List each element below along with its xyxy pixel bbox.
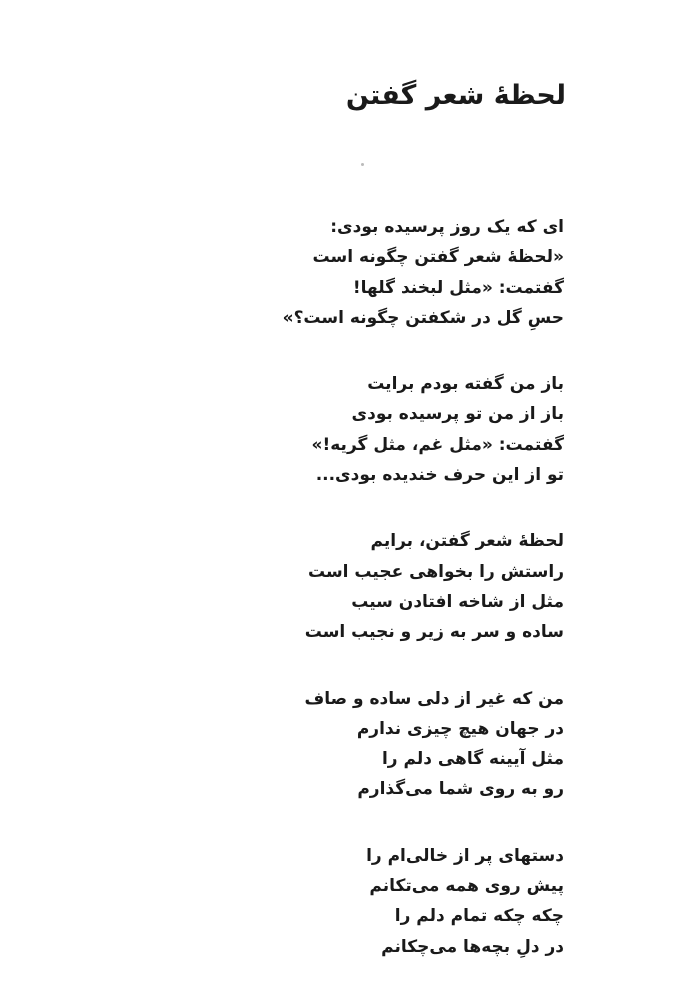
poem-line: چکه چکه تمام دلم را	[394, 906, 564, 927]
poem-line: لحظهٔ شعر گفتن، برایم	[370, 531, 564, 552]
stanza-2	[104, 369, 564, 490]
poem-body	[104, 212, 564, 962]
poem-title: لحظهٔ شعر گفتن	[345, 80, 566, 111]
poem-line: تو از این حرف خندیده بودی...	[315, 465, 564, 486]
poem-line: حسِ گل در شکفتن چگونه است؟»	[282, 307, 564, 328]
poem-line: ای که یک روز پرسیده بودی:	[330, 217, 564, 237]
stanza-3	[104, 526, 564, 647]
poem-line: گفتمت: «مثل لبخند گلها!	[352, 277, 564, 298]
poem-line: رو به روی شما می‌گذارم	[357, 779, 564, 800]
poem-line: «لحظهٔ شعر گفتن چگونه است	[312, 247, 564, 268]
page-speck	[361, 163, 364, 166]
poem-line: مثل از شاخه افتادن سیب	[351, 591, 564, 612]
stanza-4	[104, 684, 564, 805]
poem-line: در جهان هیچ چیزی ندارم	[356, 718, 564, 739]
poem-line: من که غیر از دلی ساده و صاف	[304, 688, 564, 709]
poem-line: پیش روی همه می‌تکانم	[369, 876, 564, 897]
poem-line: باز من گفته بودم برایت	[367, 374, 564, 395]
stanza-5	[104, 841, 564, 962]
poem-line: راستش را بخواهی عجیب است	[307, 561, 564, 582]
poem-line: مثل آیینه گاهی دلم را	[381, 749, 564, 770]
stanza-1	[104, 212, 564, 333]
poem-line: ساده و سر به زیر و نجیب است	[304, 622, 564, 643]
poem-line: باز از من تو پرسیده بودی	[351, 404, 564, 425]
poem-line: در دلِ بچه‌ها می‌چکانم	[381, 936, 564, 957]
poem-line: دستهای پر از خالی‌ام را	[366, 845, 564, 866]
poem-line: گفتمت: «مثل غم، مثل گریه!»	[311, 434, 564, 455]
